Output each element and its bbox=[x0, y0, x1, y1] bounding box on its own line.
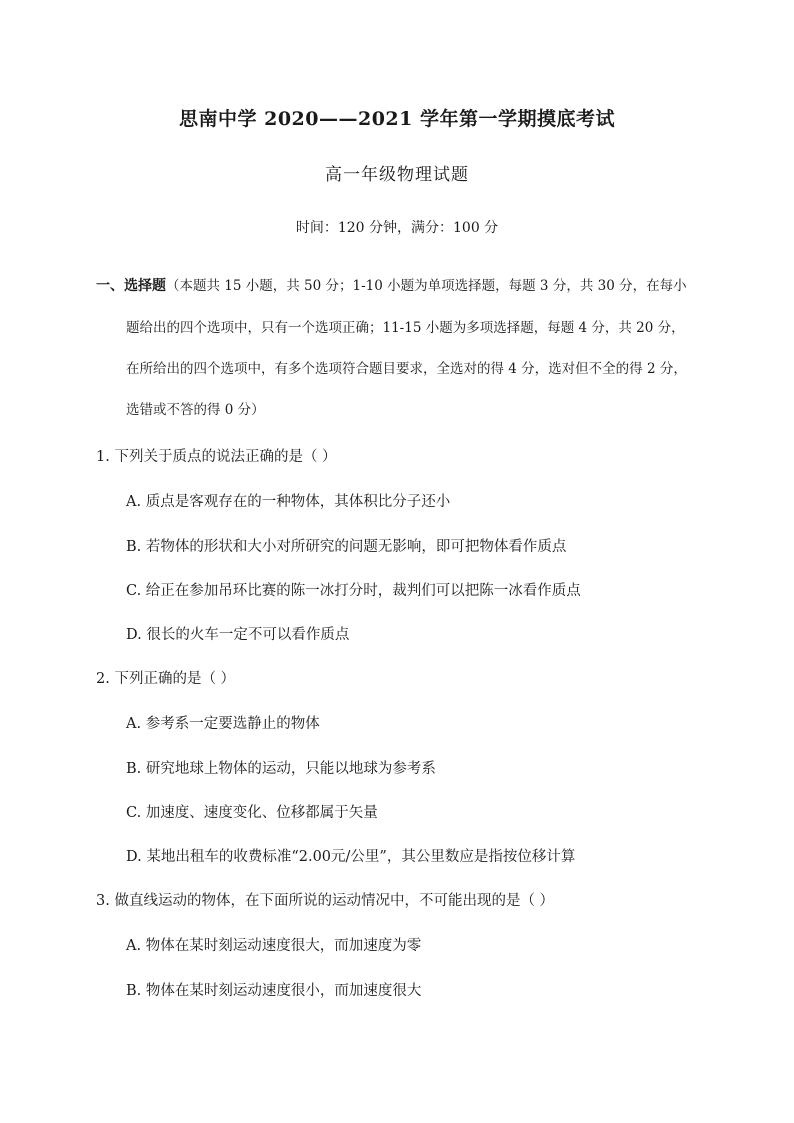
section-instructions-1: （本题共 15 小题，共 50 分；1-10 小题为单项选择题，每题 3 分，共 30 分，在每小 bbox=[166, 278, 687, 294]
question-1-option-a: A. 质点是客观存在的一种物体，其体积比分子还小 bbox=[126, 494, 451, 510]
question-1-option-d: D. 很长的火车一定不可以看作质点 bbox=[126, 627, 350, 643]
question-1-option-b: B. 若物体的形状和大小对所研究的问题无影响，即可把物体看作质点 bbox=[126, 539, 567, 555]
exam-subtitle: 高一年级物理试题 bbox=[325, 165, 469, 185]
time-info: 时间：120 分钟，满分：100 分 bbox=[295, 220, 499, 236]
exam-title: 思南中学 2020——2021 学年第一学期摸底考试 bbox=[179, 108, 615, 130]
question-3-option-a: A. 物体在某时刻运动速度很大，而加速度为零 bbox=[126, 938, 422, 954]
question-2-option-c: C. 加速度、速度变化、位移都属于矢量 bbox=[126, 805, 378, 821]
question-2-stem: 2. 下列正确的是（ ） bbox=[96, 671, 236, 687]
section-line-1 bbox=[96, 274, 687, 295]
question-3-option-b: B. 物体在某时刻运动速度很小，而加速度很大 bbox=[126, 983, 422, 999]
question-2-option-b: B. 研究地球上物体的运动，只能以地球为参考系 bbox=[126, 761, 436, 777]
section-instructions-2: 题给出的四个选项中，只有一个选项正确；11-15 小题为多项选择题，每题 4 分，共 20 分， bbox=[126, 320, 685, 336]
question-1-stem: 1. 下列关于质点的说法正确的是（ ） bbox=[96, 449, 337, 465]
question-2-option-d: D. 某地出租车的收费标准“2.00元/公里”，其公里数应是指按位移计算 bbox=[126, 849, 576, 865]
section-heading: 一、选择题 bbox=[96, 278, 166, 294]
question-1-option-c: C. 给正在参加吊环比赛的陈一冰打分时，裁判们可以把陈一冰看作质点 bbox=[126, 583, 581, 599]
question-3-stem: 3. 做直线运动的物体，在下面所说的运动情况中，不可能出现的是（ ） bbox=[96, 893, 555, 909]
question-2-option-a: A. 参考系一定要选静止的物体 bbox=[126, 716, 320, 732]
section-instructions-3: 在所给出的四个选项中，有多个选项符合题目要求，全选对的得 4 分，选对但不全的得 2 分， bbox=[126, 361, 687, 377]
section-instructions-4: 选错或不答的得 0 分） bbox=[126, 402, 265, 418]
